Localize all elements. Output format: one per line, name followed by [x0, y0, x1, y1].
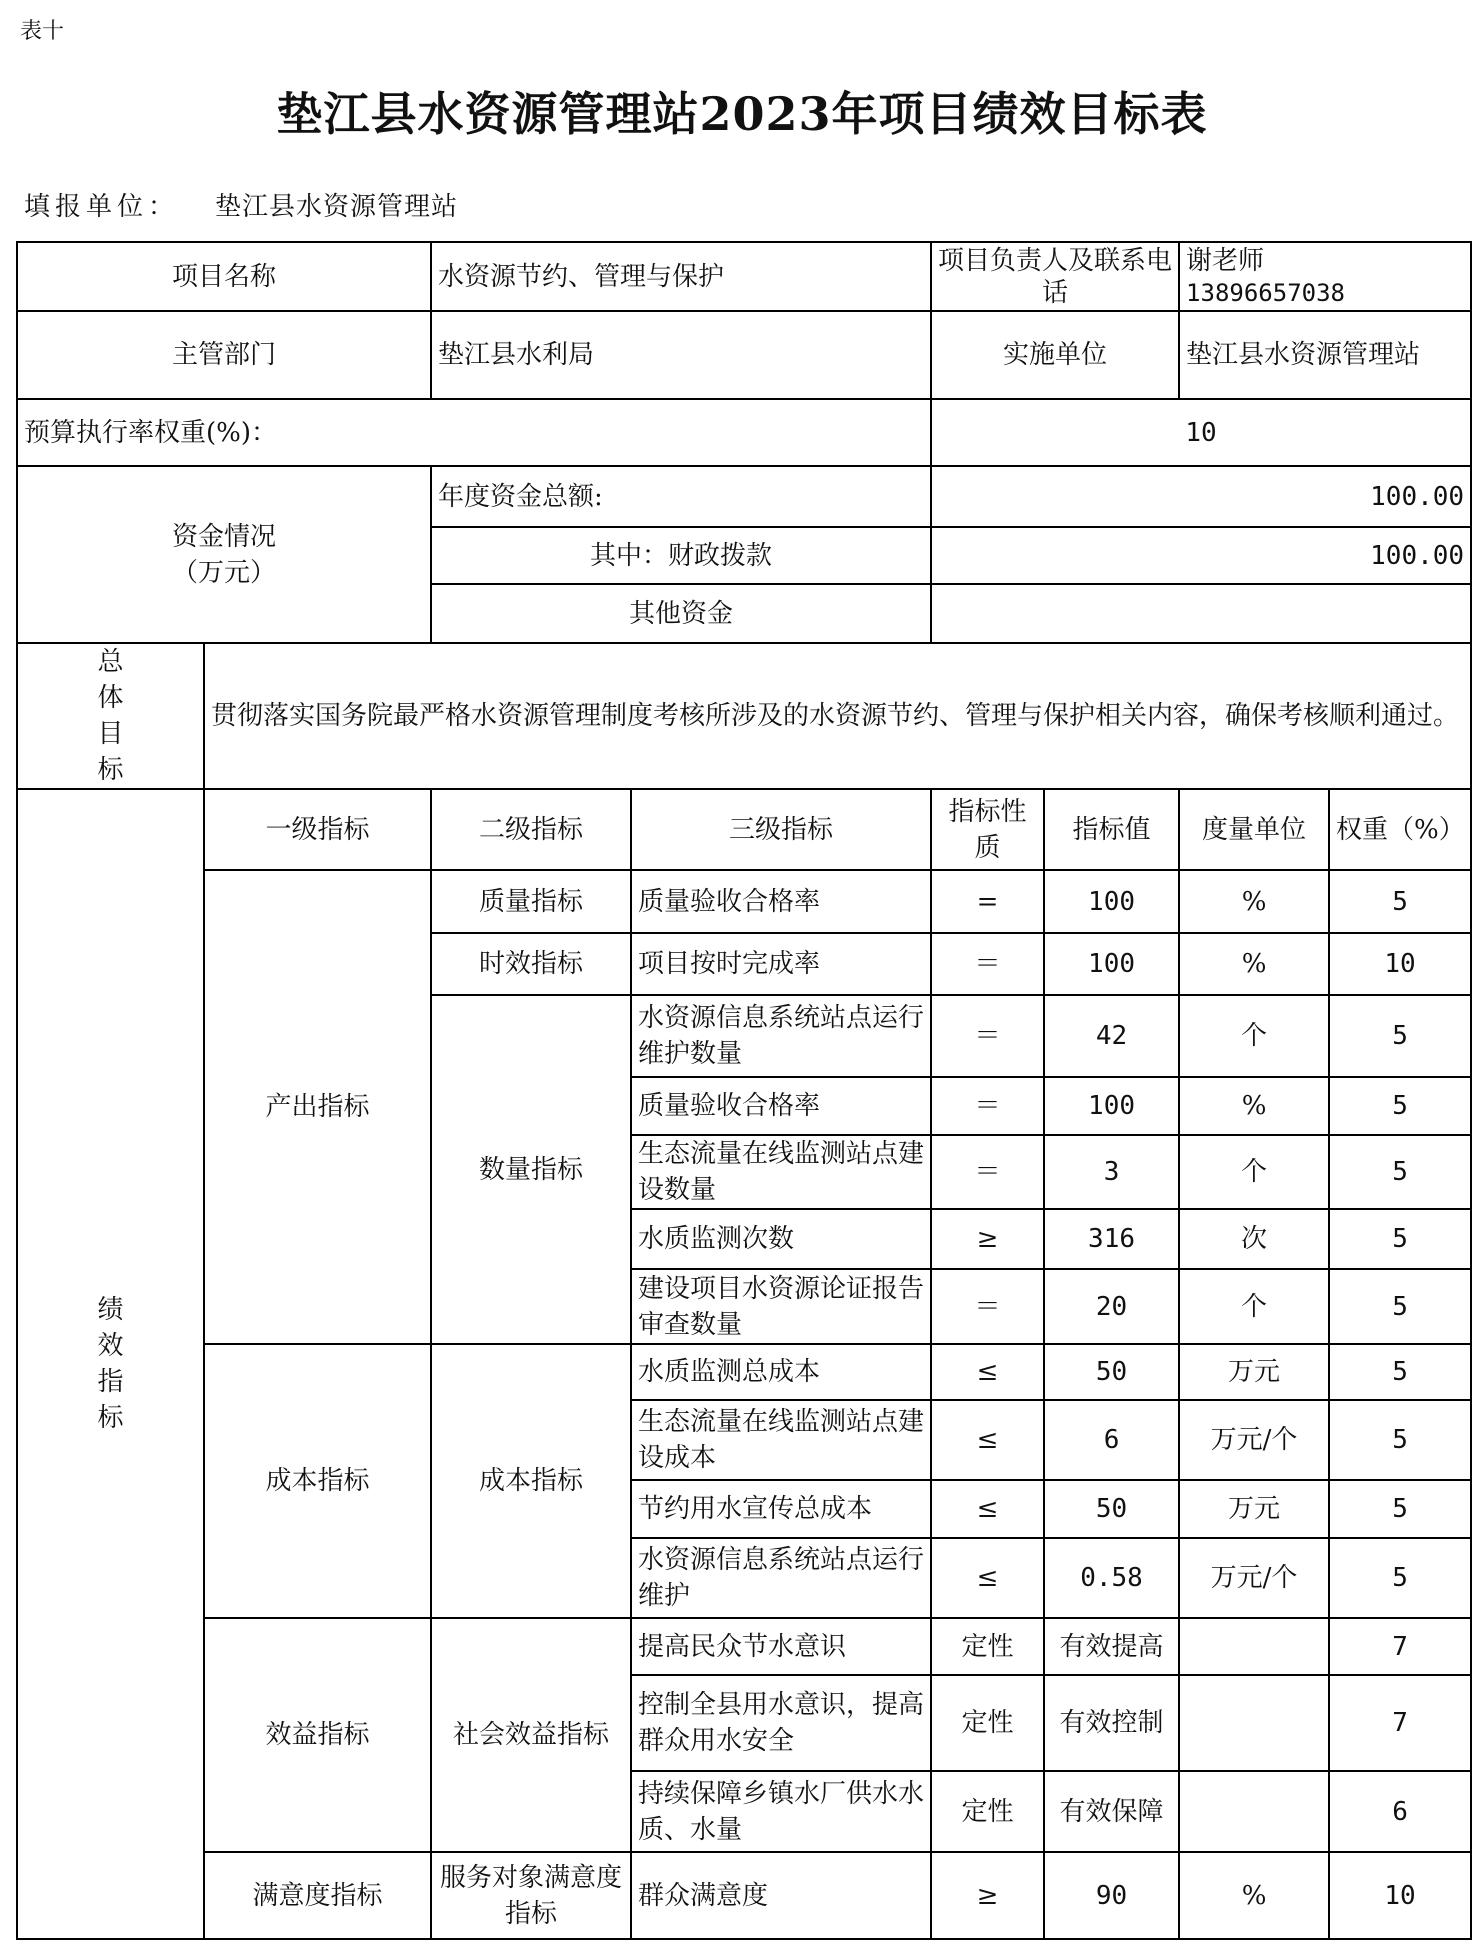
overall-goal-label: 总 体 目 标: [17, 643, 204, 789]
header-level2: 二级指标: [431, 789, 631, 870]
weight-cell: 5: [1329, 1400, 1471, 1480]
weight-cell: 5: [1329, 995, 1471, 1077]
project-owner-phone: 13896657038: [1186, 278, 1345, 307]
level2-social-benefit: 社会效益指标: [431, 1618, 631, 1852]
value-cell: 100: [1044, 933, 1179, 995]
level3-cell: 水资源信息系统站点运行维护: [631, 1538, 931, 1618]
funds-label-cell: [17, 466, 431, 643]
nature-cell: =: [931, 870, 1044, 933]
unit-cell: 万元: [1179, 1480, 1329, 1538]
level2-service-satisfaction: 服务对象满意度指标: [431, 1852, 631, 1939]
weight-cell: 7: [1329, 1675, 1471, 1771]
header-nature: 指标性质: [931, 789, 1044, 870]
value-cell: 42: [1044, 995, 1179, 1077]
nature-cell: ≥: [931, 1852, 1044, 1939]
unit-cell: 万元: [1179, 1344, 1329, 1400]
value-cell: 100: [1044, 870, 1179, 933]
level3-cell: 质量验收合格率: [631, 1077, 931, 1135]
level3-cell: 持续保障乡镇水厂供水水质、水量: [631, 1771, 931, 1852]
project-owner-cell: [1179, 242, 1471, 311]
value-cell: 50: [1044, 1344, 1179, 1400]
value-cell: 316: [1044, 1209, 1179, 1269]
level2-quality: 质量指标: [431, 870, 631, 933]
weight-cell: 5: [1329, 1209, 1471, 1269]
value-cell: 有效控制: [1044, 1675, 1179, 1771]
header-weight: 权重（%）: [1329, 789, 1471, 870]
unit-cell: [1179, 1618, 1329, 1675]
nature-cell: ＝: [931, 933, 1044, 995]
level2-timeliness: 时效指标: [431, 933, 631, 995]
level3-cell: 控制全县用水意识，提高群众用水安全: [631, 1675, 931, 1771]
level1-cost: 成本指标: [204, 1344, 431, 1618]
value-cell: 6: [1044, 1400, 1179, 1480]
nature-cell: ≤: [931, 1538, 1044, 1618]
value-cell: 20: [1044, 1269, 1179, 1344]
unit-cell: %: [1179, 870, 1329, 933]
header-value: 指标值: [1044, 789, 1179, 870]
weight-cell: 5: [1329, 1269, 1471, 1344]
nature-cell: ＝: [931, 995, 1044, 1077]
level3-cell: 项目按时完成率: [631, 933, 931, 995]
weight-cell: 5: [1329, 1135, 1471, 1209]
header-level1: 一级指标: [204, 789, 431, 870]
project-name-label: 项目名称: [17, 242, 431, 311]
level3-cell: 生态流量在线监测站点建设成本: [631, 1400, 931, 1480]
level3-cell: 节约用水宣传总成本: [631, 1480, 931, 1538]
project-owner-name: 谢老师: [1186, 245, 1265, 276]
value-cell: 50: [1044, 1480, 1179, 1538]
nature-cell: ＝: [931, 1077, 1044, 1135]
unit-cell: [1179, 1675, 1329, 1771]
unit-cell: 次: [1179, 1209, 1329, 1269]
table-number-label: 表十: [20, 19, 65, 44]
indicator-header-row: [17, 789, 1471, 870]
value-cell: 有效保障: [1044, 1771, 1179, 1852]
level1-benefit: 效益指标: [204, 1618, 431, 1852]
project-name-row: [17, 242, 1471, 311]
level3-cell: 质量验收合格率: [631, 870, 931, 933]
level3-cell: 提高民众节水意识: [631, 1618, 931, 1675]
unit-cell: 万元/个: [1179, 1400, 1329, 1480]
header-unit: 度量单位: [1179, 789, 1329, 870]
unit-cell: %: [1179, 1077, 1329, 1135]
table-row: [17, 870, 1471, 933]
nature-cell: ≤: [931, 1480, 1044, 1538]
dept-value: 垫江县水利局: [431, 311, 931, 399]
table-row: [17, 1852, 1471, 1939]
page-title: 垫江县水资源管理站2023年项目绩效目标表: [276, 87, 1208, 141]
nature-cell: 定性: [931, 1618, 1044, 1675]
nature-cell: ≥: [931, 1209, 1044, 1269]
level3-cell: 群众满意度: [631, 1852, 931, 1939]
level1-satisfaction: 满意度指标: [204, 1852, 431, 1939]
weight-cell: 5: [1329, 1344, 1471, 1400]
budget-weight-value: 10: [931, 399, 1471, 466]
weight-cell: 10: [1329, 933, 1471, 995]
nature-cell: ＝: [931, 1269, 1044, 1344]
nature-cell: ＝: [931, 1135, 1044, 1209]
weight-cell: 5: [1329, 870, 1471, 933]
budget-weight-label: 预算执行率权重(%)：: [17, 399, 931, 466]
level2-cost: 成本指标: [431, 1344, 631, 1618]
other-funds-label: 其他资金: [431, 584, 931, 643]
budget-weight-row: [17, 399, 1471, 466]
nature-cell: 定性: [931, 1771, 1044, 1852]
overall-goal-text: 贯彻落实国务院最严格水资源管理制度考核所涉及的水资源节约、管理与保护相关内容，确保考核顺利通过。: [204, 643, 1471, 789]
value-cell: 3: [1044, 1135, 1179, 1209]
weight-cell: 6: [1329, 1771, 1471, 1852]
table-row: [17, 1618, 1471, 1675]
weight-cell: 5: [1329, 1538, 1471, 1618]
level3-cell: 水资源信息系统站点运行维护数量: [631, 995, 931, 1077]
impl-value: 垫江县水资源管理站: [1179, 311, 1471, 399]
filler-value: 垫江县水资源管理站: [215, 192, 459, 222]
unit-cell: 万元/个: [1179, 1538, 1329, 1618]
header-level3: 三级指标: [631, 789, 931, 870]
weight-cell: 5: [1329, 1480, 1471, 1538]
table-row: [17, 1344, 1471, 1400]
overall-goal-row: [17, 643, 1471, 789]
fiscal-funds-value: 100.00: [931, 527, 1471, 584]
value-cell: 90: [1044, 1852, 1179, 1939]
level3-cell: 生态流量在线监测站点建设数量: [631, 1135, 931, 1209]
level2-quantity: 数量指标: [431, 995, 631, 1344]
value-cell: 0.58: [1044, 1538, 1179, 1618]
level3-cell: 水质监测次数: [631, 1209, 931, 1269]
weight-cell: 5: [1329, 1077, 1471, 1135]
value-cell: 有效提高: [1044, 1618, 1179, 1675]
level3-cell: 水质监测总成本: [631, 1344, 931, 1400]
project-owner-label: 项目负责人及联系电话: [931, 242, 1179, 311]
annual-funds-label: 年度资金总额:: [431, 466, 931, 527]
indicators-label: 绩 效 指 标: [17, 789, 204, 1939]
nature-cell: 定性: [931, 1675, 1044, 1771]
impl-label: 实施单位: [931, 311, 1179, 399]
annual-funds-value: 100.00: [931, 466, 1471, 527]
unit-cell: %: [1179, 1852, 1329, 1939]
level1-output: 产出指标: [204, 870, 431, 1344]
value-cell: 100: [1044, 1077, 1179, 1135]
department-row: [17, 311, 1471, 399]
unit-cell: [1179, 1771, 1329, 1852]
weight-cell: 10: [1329, 1852, 1471, 1939]
nature-cell: ≤: [931, 1400, 1044, 1480]
unit-cell: 个: [1179, 1269, 1329, 1344]
nature-cell: ≤: [931, 1344, 1044, 1400]
unit-cell: %: [1179, 933, 1329, 995]
dept-label: 主管部门: [17, 311, 431, 399]
funds-annual-row: [17, 466, 1471, 527]
funds-unit: （万元）: [172, 557, 277, 588]
funds-label: 资金情况: [172, 521, 277, 552]
unit-cell: 个: [1179, 1135, 1329, 1209]
fiscal-funds-label: 其中：财政拨款: [431, 527, 931, 584]
level3-cell: 建设项目水资源论证报告审查数量: [631, 1269, 931, 1344]
other-funds-value: [931, 584, 1471, 643]
filler-line: [24, 186, 458, 223]
filler-label: 填报单位：: [24, 192, 180, 222]
performance-target-table: [16, 241, 1472, 1940]
project-name-value: 水资源节约、管理与保护: [431, 242, 931, 311]
unit-cell: 个: [1179, 995, 1329, 1077]
weight-cell: 7: [1329, 1618, 1471, 1675]
